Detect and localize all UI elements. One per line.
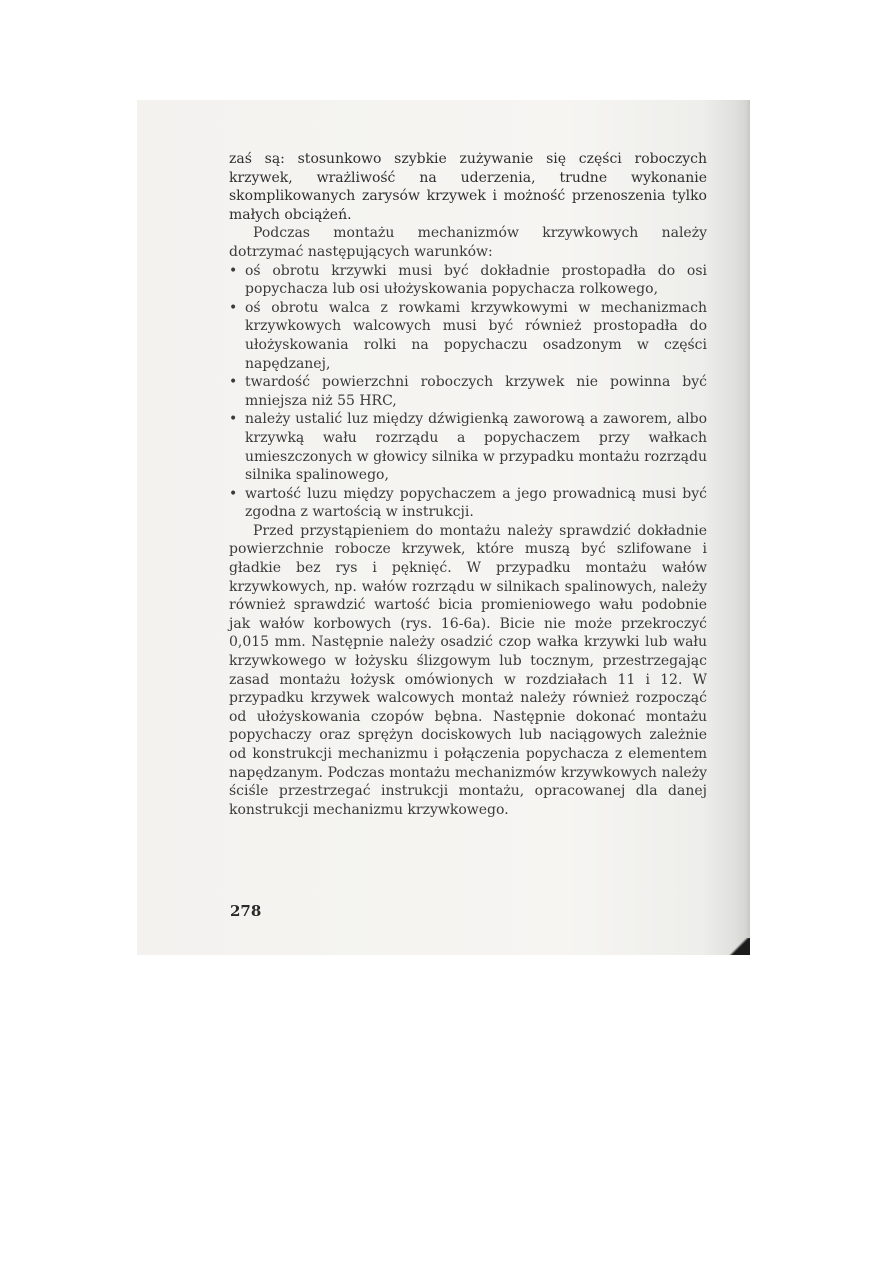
bullet-icon: • [229, 485, 238, 502]
list-item [229, 410, 707, 484]
conditions-list [229, 262, 707, 522]
list-item-text: twardość powierzchni roboczych krzywek nie powinna być mniejsza niż 55 HRC, [245, 374, 707, 409]
bullet-icon: • [229, 262, 238, 279]
paragraph-conditions: Podczas montażu mechanizmów krzywkowych należy dotrzymać następujących warunków: [229, 225, 707, 260]
list-item [229, 262, 707, 299]
list-item-text: wartość luzu między popychaczem a jego prowadnicą musi być zgodna z wartością w instrukcji. [245, 485, 707, 521]
list-item-text: oś obrotu krzywki musi być dokładnie prostopadła do osi popychacza lub osi ułożyskowania popychacza rolkowego, [245, 262, 707, 298]
list-item [229, 373, 707, 410]
bullet-icon: • [229, 374, 238, 391]
page-edge-shadow [736, 100, 750, 955]
page-text [229, 150, 707, 819]
list-item-text: oś obrotu walca z rowkami krzywkowymi w mechanizmach krzywkowych walcowych musi być również prostopadła do ułożyskowania rolki na popychaczu osadzonym w części napędzanej, [245, 299, 707, 372]
page-corner-shadow [728, 938, 750, 955]
bullet-icon: • [229, 299, 238, 316]
page-number: 278 [230, 902, 262, 920]
bullet-icon: • [229, 411, 238, 428]
list-item-text: należy ustalić luz między dźwigienką zaworową a zaworem, albo krzywką wału rozrządu a popychaczem przy wałkach umieszczonych w głowicy silnika w przypadku montażu rozrządu silnika spalinowego, [245, 411, 707, 484]
paragraph-intro: zaś są: stosunkowo szybkie zużywanie się części roboczych krzywek, wrażliwość na uderzenia, trudne wykonanie skomplikowanych zarysów krzywek i możność przenoszenia tylko małych obciążeń. [229, 151, 707, 223]
list-item [229, 299, 707, 373]
paragraph-assembly: Przed przystąpieniem do montażu należy sprawdzić dokładnie powierzchnie robocze krzywek, które muszą być szlifowane i gładkie bez rys i pęknięć. W przypadku montażu wałów krzywkowych, np. wałów rozrządu w silnikach spalinowych, należy również sprawdzić wartość bicia promieniowego wału podobnie jak wałów korbowych (rys. 16-6a). Bicie nie może przekroczyć 0,015 mm. Następnie należy osadzić czop wałka krzywki lub wału krzywkowego w łożysku ślizgowym lub tocznym, przestrzegając zasad montażu łożysk omówionych w rozdziałach 11 i 12. W przypadku krzywek walcowych montaż należy również rozpocząć od ułożyskowania czopów bębna. Następnie dokonać montażu popychaczy oraz sprężyn dociskowych lub naciągowych zależnie od konstrukcji mechanizmu i połączenia popychacza z elementem napędzanym. Podczas montażu mechanizmów krzywkowych należy ściśle przestrzegać instrukcji montażu, opracowanej dla danej konstrukcji mechanizmu krzywkowego. [229, 522, 707, 818]
list-item [229, 485, 707, 522]
